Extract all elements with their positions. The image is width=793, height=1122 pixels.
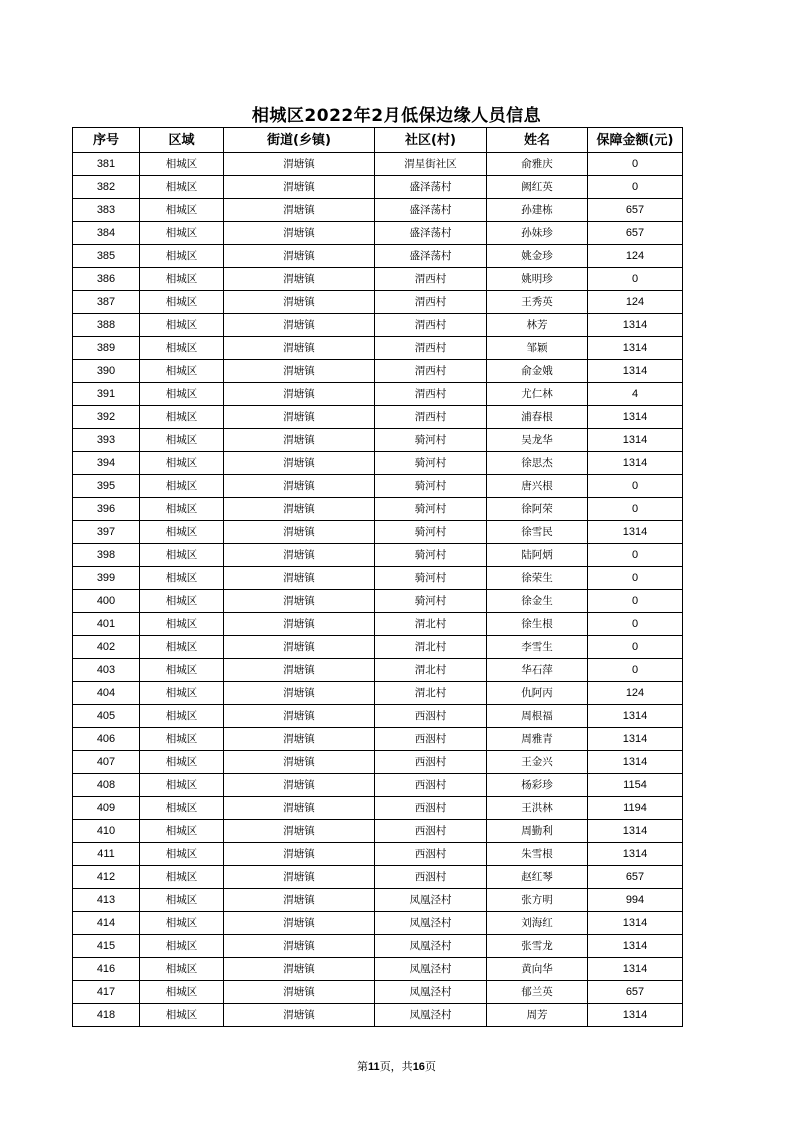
name-cell: 徐阿荣 — [487, 498, 588, 521]
name-cell: 仇阿丙 — [487, 682, 588, 705]
district-cell: 相城区 — [140, 866, 224, 889]
community-cell: 西洇村 — [375, 866, 487, 889]
table-row — [73, 958, 683, 981]
street-cell: 渭塘镇 — [224, 475, 375, 498]
table-row — [73, 912, 683, 935]
district-cell: 相城区 — [140, 337, 224, 360]
district-cell: 相城区 — [140, 728, 224, 751]
amount-cell: 124 — [588, 682, 683, 705]
serial-cell: 409 — [73, 797, 140, 820]
community-cell: 渭西村 — [375, 337, 487, 360]
table-row — [73, 590, 683, 613]
amount-cell: 1314 — [588, 912, 683, 935]
district-cell: 相城区 — [140, 636, 224, 659]
community-cell: 骑河村 — [375, 590, 487, 613]
table-row — [73, 475, 683, 498]
table-row — [73, 360, 683, 383]
name-cell: 王秀英 — [487, 291, 588, 314]
table-row — [73, 820, 683, 843]
table-row — [73, 935, 683, 958]
amount-cell: 1314 — [588, 728, 683, 751]
serial-cell: 395 — [73, 475, 140, 498]
table-row — [73, 176, 683, 199]
table-row — [73, 682, 683, 705]
page-title: 相城区2022年2月低保边缘人员信息 — [251, 106, 542, 126]
column-header-street: 街道(乡镇) — [224, 128, 375, 153]
recipients-table — [72, 127, 683, 1027]
community-cell: 凤凰泾村 — [375, 1004, 487, 1027]
district-cell: 相城区 — [140, 521, 224, 544]
district-cell: 相城区 — [140, 452, 224, 475]
serial-cell: 414 — [73, 912, 140, 935]
district-cell: 相城区 — [140, 314, 224, 337]
serial-cell: 408 — [73, 774, 140, 797]
community-cell: 盛泽荡村 — [375, 199, 487, 222]
name-cell: 张雪龙 — [487, 935, 588, 958]
community-cell: 骑河村 — [375, 475, 487, 498]
amount-cell: 0 — [588, 544, 683, 567]
street-cell: 渭塘镇 — [224, 291, 375, 314]
table-row — [73, 659, 683, 682]
district-cell: 相城区 — [140, 843, 224, 866]
community-cell: 凤凰泾村 — [375, 958, 487, 981]
street-cell: 渭塘镇 — [224, 659, 375, 682]
table-row — [73, 797, 683, 820]
serial-cell: 398 — [73, 544, 140, 567]
amount-cell: 657 — [588, 981, 683, 1004]
amount-cell: 0 — [588, 636, 683, 659]
name-cell: 俞雅庆 — [487, 153, 588, 176]
amount-cell: 4 — [588, 383, 683, 406]
serial-cell: 401 — [73, 613, 140, 636]
serial-cell: 404 — [73, 682, 140, 705]
serial-cell: 394 — [73, 452, 140, 475]
table-row — [73, 291, 683, 314]
serial-cell: 417 — [73, 981, 140, 1004]
district-cell: 相城区 — [140, 797, 224, 820]
community-cell: 凤凰泾村 — [375, 912, 487, 935]
street-cell: 渭塘镇 — [224, 613, 375, 636]
name-cell: 周芳 — [487, 1004, 588, 1027]
serial-cell: 382 — [73, 176, 140, 199]
community-cell: 渭西村 — [375, 291, 487, 314]
amount-cell: 0 — [588, 659, 683, 682]
community-cell: 凤凰泾村 — [375, 935, 487, 958]
name-cell: 周根福 — [487, 705, 588, 728]
district-cell: 相城区 — [140, 958, 224, 981]
table-row — [73, 383, 683, 406]
amount-cell: 124 — [588, 245, 683, 268]
name-cell: 邹颖 — [487, 337, 588, 360]
column-header-amount: 保障金额(元) — [588, 128, 683, 153]
table-row — [73, 774, 683, 797]
street-cell: 渭塘镇 — [224, 889, 375, 912]
community-cell: 渭星街社区 — [375, 153, 487, 176]
amount-cell: 1314 — [588, 935, 683, 958]
name-cell: 徐荣生 — [487, 567, 588, 590]
table-row — [73, 406, 683, 429]
district-cell: 相城区 — [140, 981, 224, 1004]
page-footer — [0, 1058, 793, 1074]
street-cell: 渭塘镇 — [224, 774, 375, 797]
district-cell: 相城区 — [140, 199, 224, 222]
district-cell: 相城区 — [140, 360, 224, 383]
community-cell: 西洇村 — [375, 843, 487, 866]
name-cell: 徐生根 — [487, 613, 588, 636]
footer-prefix: 第 — [357, 1060, 369, 1073]
community-cell: 骑河村 — [375, 429, 487, 452]
name-cell: 林芳 — [487, 314, 588, 337]
table-row — [73, 245, 683, 268]
amount-cell: 1314 — [588, 958, 683, 981]
street-cell: 渭塘镇 — [224, 705, 375, 728]
serial-cell: 413 — [73, 889, 140, 912]
district-cell: 相城区 — [140, 245, 224, 268]
amount-cell: 0 — [588, 176, 683, 199]
table-row — [73, 222, 683, 245]
amount-cell: 0 — [588, 153, 683, 176]
serial-cell: 418 — [73, 1004, 140, 1027]
amount-cell: 1314 — [588, 337, 683, 360]
amount-cell: 1314 — [588, 1004, 683, 1027]
amount-cell: 1314 — [588, 843, 683, 866]
serial-cell: 407 — [73, 751, 140, 774]
community-cell: 渭北村 — [375, 613, 487, 636]
street-cell: 渭塘镇 — [224, 176, 375, 199]
amount-cell: 0 — [588, 498, 683, 521]
street-cell: 渭塘镇 — [224, 245, 375, 268]
footer-suffix: 页 — [424, 1060, 436, 1073]
community-cell: 骑河村 — [375, 452, 487, 475]
community-cell: 渭北村 — [375, 659, 487, 682]
district-cell: 相城区 — [140, 1004, 224, 1027]
amount-cell: 1154 — [588, 774, 683, 797]
serial-cell: 403 — [73, 659, 140, 682]
name-cell: 徐金生 — [487, 590, 588, 613]
district-cell: 相城区 — [140, 659, 224, 682]
community-cell: 渭西村 — [375, 406, 487, 429]
table-row — [73, 613, 683, 636]
name-cell: 黄向华 — [487, 958, 588, 981]
community-cell: 西洇村 — [375, 751, 487, 774]
column-header-community: 社区(村) — [375, 128, 487, 153]
street-cell: 渭塘镇 — [224, 843, 375, 866]
name-cell: 张方明 — [487, 889, 588, 912]
community-cell: 西洇村 — [375, 728, 487, 751]
district-cell: 相城区 — [140, 153, 224, 176]
district-cell: 相城区 — [140, 912, 224, 935]
district-cell: 相城区 — [140, 774, 224, 797]
street-cell: 渭塘镇 — [224, 452, 375, 475]
amount-cell: 0 — [588, 268, 683, 291]
community-cell: 渭北村 — [375, 682, 487, 705]
column-header-name: 姓名 — [487, 128, 588, 153]
street-cell: 渭塘镇 — [224, 797, 375, 820]
community-cell: 盛泽荡村 — [375, 245, 487, 268]
amount-cell: 0 — [588, 475, 683, 498]
serial-cell: 412 — [73, 866, 140, 889]
street-cell: 渭塘镇 — [224, 935, 375, 958]
amount-cell: 1314 — [588, 314, 683, 337]
name-cell: 孙妹珍 — [487, 222, 588, 245]
amount-cell: 0 — [588, 567, 683, 590]
name-cell: 杨彩珍 — [487, 774, 588, 797]
district-cell: 相城区 — [140, 498, 224, 521]
serial-cell: 415 — [73, 935, 140, 958]
table-row — [73, 544, 683, 567]
street-cell: 渭塘镇 — [224, 590, 375, 613]
street-cell: 渭塘镇 — [224, 958, 375, 981]
district-cell: 相城区 — [140, 705, 224, 728]
street-cell: 渭塘镇 — [224, 498, 375, 521]
street-cell: 渭塘镇 — [224, 981, 375, 1004]
community-cell: 西洇村 — [375, 797, 487, 820]
table-row — [73, 498, 683, 521]
serial-cell: 391 — [73, 383, 140, 406]
table-row — [73, 429, 683, 452]
serial-cell: 406 — [73, 728, 140, 751]
street-cell: 渭塘镇 — [224, 820, 375, 843]
district-cell: 相城区 — [140, 544, 224, 567]
street-cell: 渭塘镇 — [224, 222, 375, 245]
serial-cell: 385 — [73, 245, 140, 268]
district-cell: 相城区 — [140, 935, 224, 958]
serial-cell: 381 — [73, 153, 140, 176]
serial-cell: 405 — [73, 705, 140, 728]
serial-cell: 399 — [73, 567, 140, 590]
district-cell: 相城区 — [140, 682, 224, 705]
street-cell: 渭塘镇 — [224, 153, 375, 176]
amount-cell: 657 — [588, 199, 683, 222]
serial-cell: 392 — [73, 406, 140, 429]
name-cell: 吴龙华 — [487, 429, 588, 452]
amount-cell: 124 — [588, 291, 683, 314]
name-cell: 华石萍 — [487, 659, 588, 682]
amount-cell: 1314 — [588, 820, 683, 843]
table-row — [73, 636, 683, 659]
table-row — [73, 452, 683, 475]
community-cell: 渭西村 — [375, 314, 487, 337]
name-cell: 尤仁林 — [487, 383, 588, 406]
community-cell: 骑河村 — [375, 521, 487, 544]
street-cell: 渭塘镇 — [224, 383, 375, 406]
amount-cell: 1314 — [588, 521, 683, 544]
district-cell: 相城区 — [140, 268, 224, 291]
street-cell: 渭塘镇 — [224, 268, 375, 291]
name-cell: 唐兴根 — [487, 475, 588, 498]
serial-cell: 397 — [73, 521, 140, 544]
community-cell: 渭西村 — [375, 383, 487, 406]
community-cell: 骑河村 — [375, 498, 487, 521]
street-cell: 渭塘镇 — [224, 1004, 375, 1027]
serial-cell: 383 — [73, 199, 140, 222]
district-cell: 相城区 — [140, 406, 224, 429]
footer-page-number: 11 — [368, 1061, 380, 1073]
community-cell: 凤凰泾村 — [375, 981, 487, 1004]
table-row — [73, 567, 683, 590]
amount-cell: 0 — [588, 590, 683, 613]
name-cell: 阙红英 — [487, 176, 588, 199]
serial-cell: 416 — [73, 958, 140, 981]
street-cell: 渭塘镇 — [224, 866, 375, 889]
name-cell: 姚明珍 — [487, 268, 588, 291]
district-cell: 相城区 — [140, 176, 224, 199]
name-cell: 朱雪根 — [487, 843, 588, 866]
district-cell: 相城区 — [140, 429, 224, 452]
table-row — [73, 751, 683, 774]
name-cell: 徐思杰 — [487, 452, 588, 475]
name-cell: 郁兰英 — [487, 981, 588, 1004]
community-cell: 盛泽荡村 — [375, 176, 487, 199]
name-cell: 周勤利 — [487, 820, 588, 843]
district-cell: 相城区 — [140, 590, 224, 613]
name-cell: 李雪生 — [487, 636, 588, 659]
name-cell: 王洪林 — [487, 797, 588, 820]
table-row — [73, 705, 683, 728]
amount-cell: 1194 — [588, 797, 683, 820]
district-cell: 相城区 — [140, 475, 224, 498]
district-cell: 相城区 — [140, 383, 224, 406]
serial-cell: 400 — [73, 590, 140, 613]
street-cell: 渭塘镇 — [224, 521, 375, 544]
serial-cell: 386 — [73, 268, 140, 291]
table-row — [73, 153, 683, 176]
amount-cell: 1314 — [588, 406, 683, 429]
column-header-district: 区域 — [140, 128, 224, 153]
amount-cell: 994 — [588, 889, 683, 912]
community-cell: 盛泽荡村 — [375, 222, 487, 245]
community-cell: 骑河村 — [375, 567, 487, 590]
amount-cell: 1314 — [588, 429, 683, 452]
table-row — [73, 199, 683, 222]
street-cell: 渭塘镇 — [224, 314, 375, 337]
community-cell: 西洇村 — [375, 820, 487, 843]
serial-cell: 390 — [73, 360, 140, 383]
name-cell: 俞金娥 — [487, 360, 588, 383]
name-cell: 赵红琴 — [487, 866, 588, 889]
table-row — [73, 889, 683, 912]
street-cell: 渭塘镇 — [224, 751, 375, 774]
street-cell: 渭塘镇 — [224, 682, 375, 705]
district-cell: 相城区 — [140, 222, 224, 245]
table-body — [73, 153, 683, 1027]
street-cell: 渭塘镇 — [224, 728, 375, 751]
serial-cell: 384 — [73, 222, 140, 245]
district-cell: 相城区 — [140, 291, 224, 314]
street-cell: 渭塘镇 — [224, 636, 375, 659]
street-cell: 渭塘镇 — [224, 337, 375, 360]
street-cell: 渭塘镇 — [224, 360, 375, 383]
table-row — [73, 1004, 683, 1027]
street-cell: 渭塘镇 — [224, 429, 375, 452]
street-cell: 渭塘镇 — [224, 567, 375, 590]
district-cell: 相城区 — [140, 751, 224, 774]
street-cell: 渭塘镇 — [224, 199, 375, 222]
amount-cell: 1314 — [588, 705, 683, 728]
community-cell: 凤凰泾村 — [375, 889, 487, 912]
district-cell: 相城区 — [140, 567, 224, 590]
community-cell: 西洇村 — [375, 705, 487, 728]
table-header-row — [73, 128, 683, 153]
serial-cell: 410 — [73, 820, 140, 843]
table-row — [73, 728, 683, 751]
name-cell: 浦春根 — [487, 406, 588, 429]
name-cell: 刘海红 — [487, 912, 588, 935]
serial-cell: 393 — [73, 429, 140, 452]
amount-cell: 1314 — [588, 452, 683, 475]
amount-cell: 0 — [588, 613, 683, 636]
street-cell: 渭塘镇 — [224, 912, 375, 935]
serial-cell: 402 — [73, 636, 140, 659]
serial-cell: 396 — [73, 498, 140, 521]
amount-cell: 1314 — [588, 751, 683, 774]
table-row — [73, 866, 683, 889]
table-row — [73, 337, 683, 360]
table-row — [73, 314, 683, 337]
footer-middle: 页，共 — [379, 1060, 413, 1073]
community-cell: 渭北村 — [375, 636, 487, 659]
community-cell: 渭西村 — [375, 360, 487, 383]
community-cell: 骑河村 — [375, 544, 487, 567]
community-cell: 渭西村 — [375, 268, 487, 291]
name-cell: 徐雪民 — [487, 521, 588, 544]
table-row — [73, 521, 683, 544]
table-row — [73, 843, 683, 866]
name-cell: 孙建栋 — [487, 199, 588, 222]
serial-cell: 387 — [73, 291, 140, 314]
column-header-serial: 序号 — [73, 128, 140, 153]
footer-total-pages: 16 — [412, 1061, 425, 1073]
name-cell: 王金兴 — [487, 751, 588, 774]
amount-cell: 657 — [588, 222, 683, 245]
name-cell: 周雅青 — [487, 728, 588, 751]
street-cell: 渭塘镇 — [224, 406, 375, 429]
street-cell: 渭塘镇 — [224, 544, 375, 567]
table-row — [73, 981, 683, 1004]
serial-cell: 389 — [73, 337, 140, 360]
district-cell: 相城区 — [140, 820, 224, 843]
serial-cell: 411 — [73, 843, 140, 866]
table-row — [73, 268, 683, 291]
name-cell: 姚金珍 — [487, 245, 588, 268]
amount-cell: 1314 — [588, 360, 683, 383]
amount-cell: 657 — [588, 866, 683, 889]
district-cell: 相城区 — [140, 613, 224, 636]
community-cell: 西洇村 — [375, 774, 487, 797]
name-cell: 陆阿炳 — [487, 544, 588, 567]
district-cell: 相城区 — [140, 889, 224, 912]
serial-cell: 388 — [73, 314, 140, 337]
